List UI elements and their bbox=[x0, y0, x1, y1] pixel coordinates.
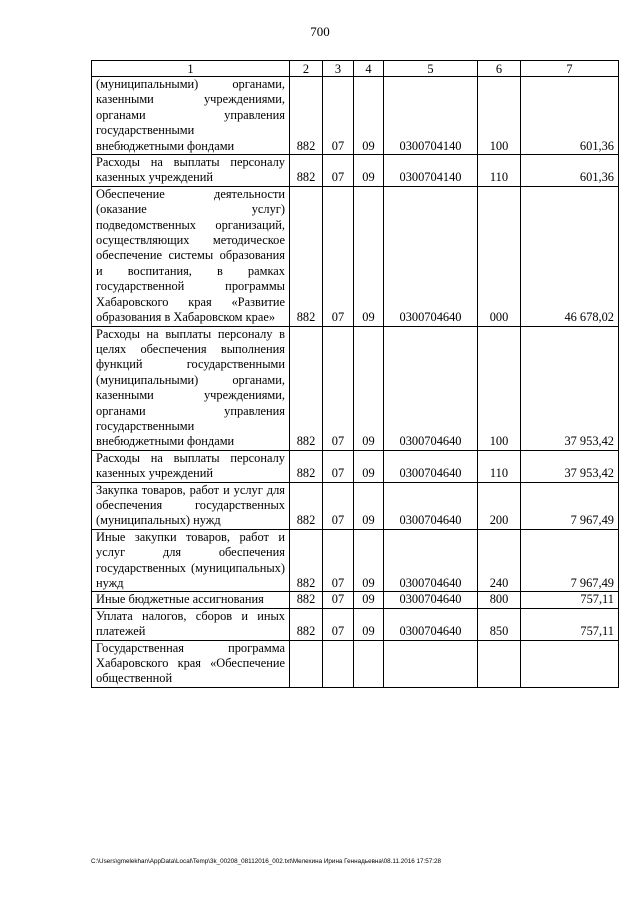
header-col-4: 4 bbox=[354, 61, 384, 77]
row-subsection: 09 bbox=[354, 326, 384, 450]
header-col-6: 6 bbox=[478, 61, 521, 77]
row-amount: 37 953,42 bbox=[521, 450, 619, 482]
header-row bbox=[92, 61, 619, 77]
row-amount bbox=[521, 640, 619, 687]
row-section: 07 bbox=[323, 155, 354, 187]
row-section: 07 bbox=[323, 186, 354, 326]
row-description: Обеспечение деятельности (оказание услуг) подведомственных организаций, осуществляющих методическое обеспечение системы образования и воспитания, в рамках государственной программы Хабаровского края «Развитие образования в Хабаровском крае» bbox=[92, 186, 290, 326]
row-expense-type: 110 bbox=[478, 450, 521, 482]
footer-file-path: C:\Users\gmelekhan\AppData\Local\Temp\3k_00208_08112016_002.txt\Мелехина Ирина Геннадьевна\08.11.2016 17:57:28 bbox=[91, 858, 441, 865]
table-row bbox=[92, 529, 619, 592]
row-expense-type: 200 bbox=[478, 482, 521, 529]
row-description: Уплата налогов, сборов и иных платежей bbox=[92, 608, 290, 640]
row-admin-code: 882 bbox=[290, 529, 323, 592]
row-expense-type: 100 bbox=[478, 77, 521, 155]
page-number: 700 bbox=[310, 24, 330, 39]
table-row bbox=[92, 155, 619, 187]
row-subsection: 09 bbox=[354, 608, 384, 640]
header-col-3: 3 bbox=[323, 61, 354, 77]
row-description: Закупка товаров, работ и услуг для обеспечения государственных (муниципальных) нужд bbox=[92, 482, 290, 529]
row-expense-type: 800 bbox=[478, 592, 521, 608]
table-body bbox=[92, 77, 619, 688]
row-target-article: 0300704640 bbox=[384, 529, 478, 592]
row-section: 07 bbox=[323, 608, 354, 640]
row-amount: 601,36 bbox=[521, 77, 619, 155]
row-subsection: 09 bbox=[354, 77, 384, 155]
row-admin-code: 882 bbox=[290, 155, 323, 187]
row-description: Иные бюджетные ассигнования bbox=[92, 592, 290, 608]
row-target-article: 0300704640 bbox=[384, 186, 478, 326]
row-target-article: 0300704640 bbox=[384, 592, 478, 608]
row-expense-type: 000 bbox=[478, 186, 521, 326]
row-admin-code: 882 bbox=[290, 326, 323, 450]
row-expense-type bbox=[478, 640, 521, 687]
row-subsection: 09 bbox=[354, 186, 384, 326]
row-target-article: 0300704640 bbox=[384, 450, 478, 482]
row-subsection bbox=[354, 640, 384, 687]
row-description: Расходы на выплаты персоналу в целях обеспечения выполнения функций государственными (муниципальными) органами, казенными учреждениями, органами управления государственными внебюджетными фондами bbox=[92, 326, 290, 450]
row-target-article: 0300704640 bbox=[384, 326, 478, 450]
row-subsection: 09 bbox=[354, 155, 384, 187]
header-col-2: 2 bbox=[290, 61, 323, 77]
row-amount: 46 678,02 bbox=[521, 186, 619, 326]
row-target-article: 0300704140 bbox=[384, 155, 478, 187]
row-amount: 37 953,42 bbox=[521, 326, 619, 450]
table-row bbox=[92, 592, 619, 608]
table-row bbox=[92, 640, 619, 687]
header-col-1: 1 bbox=[92, 61, 290, 77]
row-description: (муниципальными) органами, казенными учреждениями, органами управления государственными внебюджетными фондами bbox=[92, 77, 290, 155]
row-subsection: 09 bbox=[354, 592, 384, 608]
row-target-article: 0300704640 bbox=[384, 608, 478, 640]
row-description: Расходы на выплаты персоналу казенных учреждений bbox=[92, 155, 290, 187]
row-expense-type: 110 bbox=[478, 155, 521, 187]
row-admin-code bbox=[290, 640, 323, 687]
row-subsection: 09 bbox=[354, 482, 384, 529]
row-amount: 601,36 bbox=[521, 155, 619, 187]
row-target-article: 0300704140 bbox=[384, 77, 478, 155]
row-section: 07 bbox=[323, 450, 354, 482]
row-admin-code: 882 bbox=[290, 450, 323, 482]
row-subsection: 09 bbox=[354, 450, 384, 482]
row-admin-code: 882 bbox=[290, 77, 323, 155]
table-row bbox=[92, 326, 619, 450]
row-amount: 7 967,49 bbox=[521, 482, 619, 529]
row-amount: 757,11 bbox=[521, 592, 619, 608]
row-section bbox=[323, 640, 354, 687]
row-section: 07 bbox=[323, 326, 354, 450]
row-section: 07 bbox=[323, 482, 354, 529]
row-description: Расходы на выплаты персоналу казенных учреждений bbox=[92, 450, 290, 482]
table-row bbox=[92, 482, 619, 529]
row-target-article: 0300704640 bbox=[384, 482, 478, 529]
row-admin-code: 882 bbox=[290, 608, 323, 640]
row-section: 07 bbox=[323, 592, 354, 608]
table-row bbox=[92, 450, 619, 482]
row-expense-type: 240 bbox=[478, 529, 521, 592]
row-expense-type: 850 bbox=[478, 608, 521, 640]
row-target-article bbox=[384, 640, 478, 687]
table-row bbox=[92, 77, 619, 155]
row-admin-code: 882 bbox=[290, 482, 323, 529]
row-expense-type: 100 bbox=[478, 326, 521, 450]
header-col-5: 5 bbox=[384, 61, 478, 77]
table-row bbox=[92, 608, 619, 640]
row-description: Государственная программа Хабаровского края «Обеспечение общественной bbox=[92, 640, 290, 687]
row-subsection: 09 bbox=[354, 529, 384, 592]
row-admin-code: 882 bbox=[290, 592, 323, 608]
row-section: 07 bbox=[323, 77, 354, 155]
row-description: Иные закупки товаров, работ и услуг для обеспечения государственных (муниципальных) нужд bbox=[92, 529, 290, 592]
budget-table bbox=[91, 60, 619, 688]
header-col-7: 7 bbox=[521, 61, 619, 77]
row-amount: 757,11 bbox=[521, 608, 619, 640]
row-amount: 7 967,49 bbox=[521, 529, 619, 592]
row-section: 07 bbox=[323, 529, 354, 592]
table-row bbox=[92, 186, 619, 326]
row-admin-code: 882 bbox=[290, 186, 323, 326]
